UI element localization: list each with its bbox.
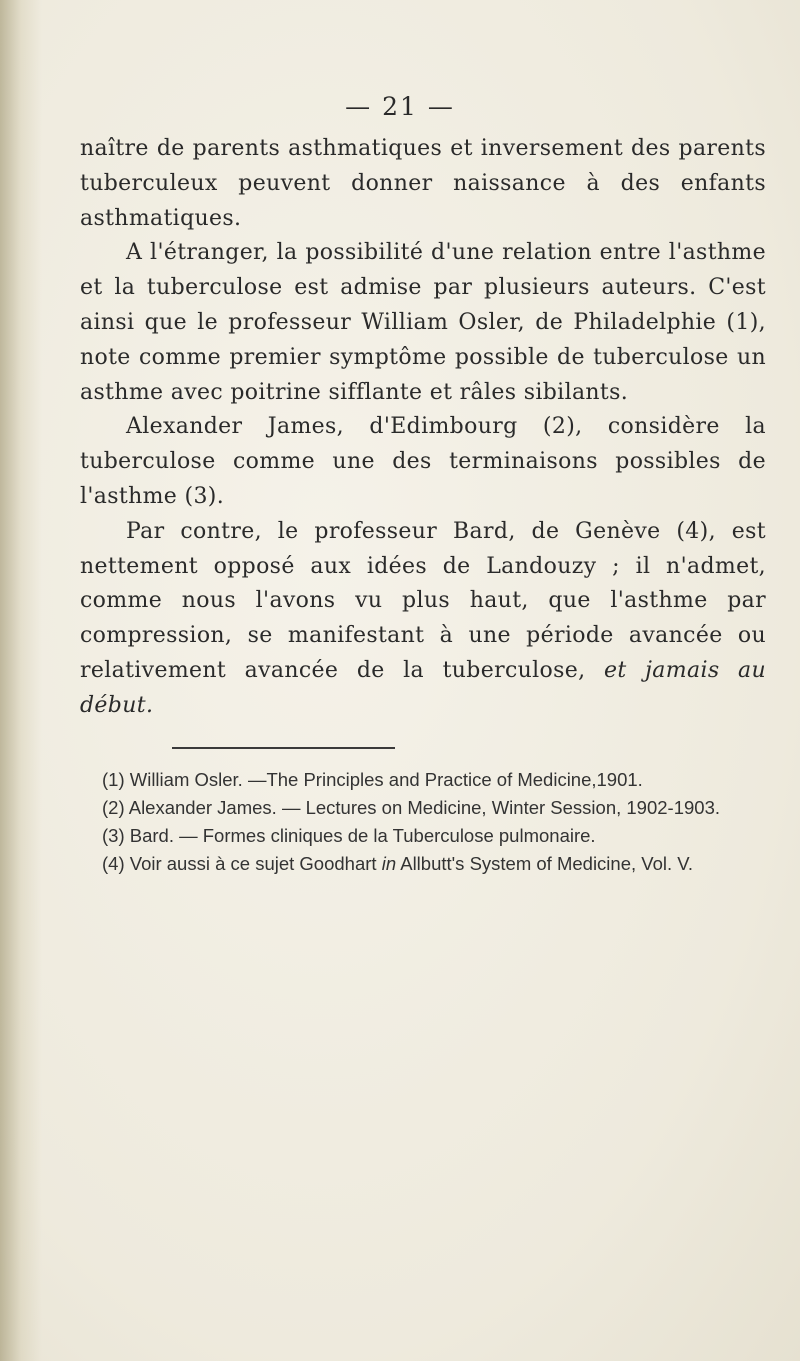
paragraph-2: A l'étranger, la possibilité d'une relation entre l'asthme et la tuberculose est admise par plusieurs auteurs. C'est ainsi que le professeur William Osler, de Philadelphie (1), note comme premier symptôme possible de tuberculose un asthme avec poitrine sifflante et râles sibilants. xyxy=(80,240,766,405)
footnote-4-italic: in xyxy=(381,853,397,874)
body-text xyxy=(80,132,766,724)
footnotes xyxy=(80,766,766,878)
footnote-4-rest: Allbutt's System of Medicine, Vol. V. xyxy=(400,853,694,874)
footnote-4 xyxy=(80,850,766,878)
paragraph-4-text: Par contre, le professeur Bard, de Genève (4), est nettement opposé aux idées de Landouzy ; il n'admet, comme nous l'avons vu plus haut, que l'asthme par compression, se manifestant à une période avancée ou relativement avancée de la tuberculose, xyxy=(80,518,766,683)
footnote-separator xyxy=(172,747,395,749)
paragraph-3: Alexander James, d'Edimbourg (2), considère la tuberculose comme une des terminaisons possibles de l'asthme (3). xyxy=(80,414,766,509)
paragraph-1: naître de parents asthmatiques et inversement des parents tuberculeux peuvent donner naissance à des enfants asthmatiques. xyxy=(80,136,766,231)
footnote-4-text: (4) Voir aussi à ce sujet Goodhart xyxy=(102,853,377,874)
paragraph-4-italic: et jamais au début. xyxy=(80,657,767,718)
footnote-3: (3) Bard. — Formes cliniques de la Tuberculose pulmonaire. xyxy=(102,825,596,846)
footnote-2: (2) Alexander James. — Lectures on Medicine, Winter Session, 1902-1903. xyxy=(102,797,721,818)
page-binding-shadow xyxy=(0,0,42,1361)
paragraph-4 xyxy=(80,515,766,724)
page-number: — 21 — xyxy=(345,92,455,121)
footnote-1: (1) William Osler. —The Principles and Practice of Medicine,1901. xyxy=(102,769,643,790)
